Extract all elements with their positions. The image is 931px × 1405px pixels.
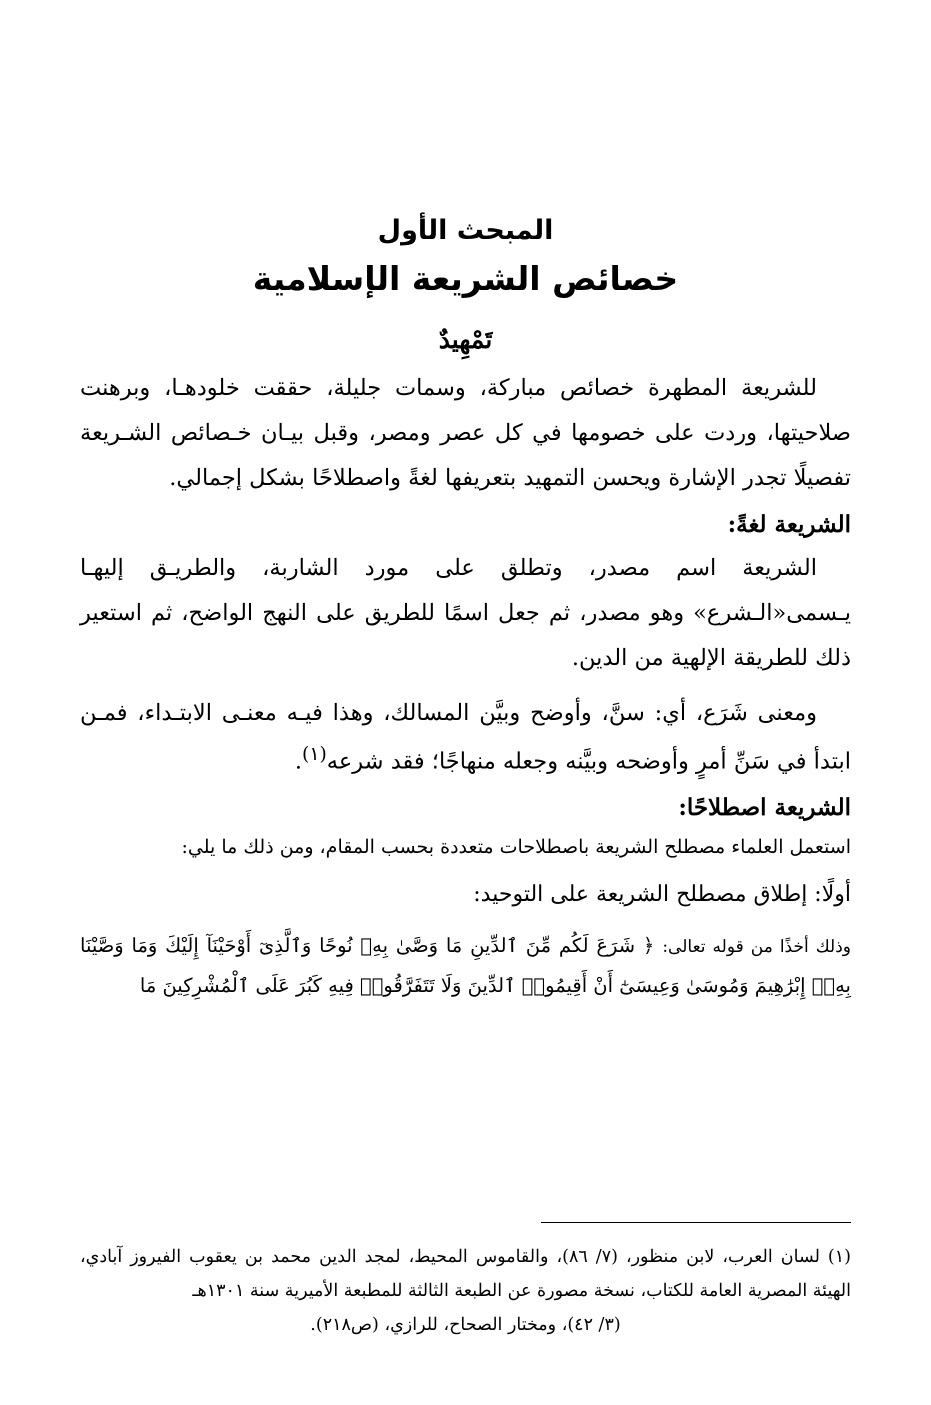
footnotes-block: [80, 1240, 851, 1342]
istilah-item-one: أولًا: إطلاق مصطلح الشريعة على التوحيد:: [473, 881, 851, 907]
chapter-heading-block: [80, 215, 851, 299]
quran-intro-text: وذلك أخذًا من قوله تعالى:: [662, 937, 852, 958]
istilah-intro: استعمل العلماء مصطلح الشريعة باصطلاحات متعددة بحسب المقام، ومن ذلك ما يلي:: [181, 836, 851, 859]
footnote-divider: [541, 1222, 851, 1223]
lugha-paragraph-2: ومعنى شَرَع، أي: سنَّ، وأوضح وبيَّن المسالك، وهذا فيـه معنـى الابتـداء، فمـن ابتدأ في سَنِّ أمرٍ وأوضحه وبيَّنه وجعله منهاجًا؛ فقد شرعه$^{(١)}$.: [80, 699, 851, 775]
quran-verse-text: ﴿ شَرَعَ لَكُم مِّنَ ٱلدِّينِ مَا وَصَّىٰ بِهِۦ نُوحًا وَٱلَّذِىٓ أَوْحَيْنَآ إِلَيْكَ وَمَا وَصَّيْنَا بِهِۦٓ إِبْرَٰهِيمَ وَمُوسَىٰ وَعِيسَىٰٓ أَنْ أَقِيمُوا۟ ٱلدِّينَ وَلَا تَتَفَرَّقُوا۟ فِيهِ كَبُرَ عَلَى ٱلْمُشْرِكِينَ مَا: [80, 934, 851, 998]
lugha-paragraph-2-text: ومعنى شَرَع، أي: سنَّ، وأوضح وبيَّن المسالك، وهذا فيـه معنـى الابتـداء، فمـن ابتدأ في سَنِّ أمرٍ وأوضحه وبيَّنه وجعله منهاجًا؛ فقد شرعه: [80, 699, 851, 775]
preface-heading: تَمْهِيدٌ: [438, 324, 493, 354]
lugha-paragraph-1: الشريعة اسم مصدر، وتطلق على مورد الشاربة، والطريـق إليهـا يـسمى«الـشرع» وهو مصدر، ثم جعل اسمًا للطريق على النهج الواضح، ثم استعير ذلك للطريقة الإلهية من الدين.: [80, 554, 851, 671]
footnote-1: (١) لسان العرب، لابن منظور، (٧/ ٨٦)، والقاموس المحيط، لمجد الدين محمد بن يعقوب الفيروز آبادي، الهيئة المصرية العامة للكتاب، نسخة مصورة عن الطبعة الثالثة للمطبعة الأميرية سنة ١٣٠١هـ: [80, 1247, 851, 1302]
chapter-title: خصائص الشريعة الإسلامية: [252, 259, 679, 299]
quran-quote-block: [80, 925, 851, 1005]
chapter-label: المبحث الأول: [377, 215, 554, 246]
intro-paragraph: للشريعة المطهرة خصائص مباركة، وسمات جليلة، حققت خلودهـا، وبرهنت صلاحيتها، وردت على خصومها في كل عصر ومصر، وقبل بيـان خـصائص الشـريعة تفصيلًا تجدر الإشارة ويحسن التمهيد بتعريفها لغةً واصطلاحًا بشكل إجمالي.: [80, 374, 851, 491]
section-heading-istilah: الشريعة اصطلاحًا:: [678, 794, 851, 822]
footnote-1-continued: (٣/ ٤٢)، ومختار الصحاح، للرازي، (ص٢١٨).: [310, 1315, 621, 1336]
section-heading-lugha: الشريعة لغةً:: [727, 510, 851, 538]
footnote-marker-1: (١): [302, 743, 327, 765]
